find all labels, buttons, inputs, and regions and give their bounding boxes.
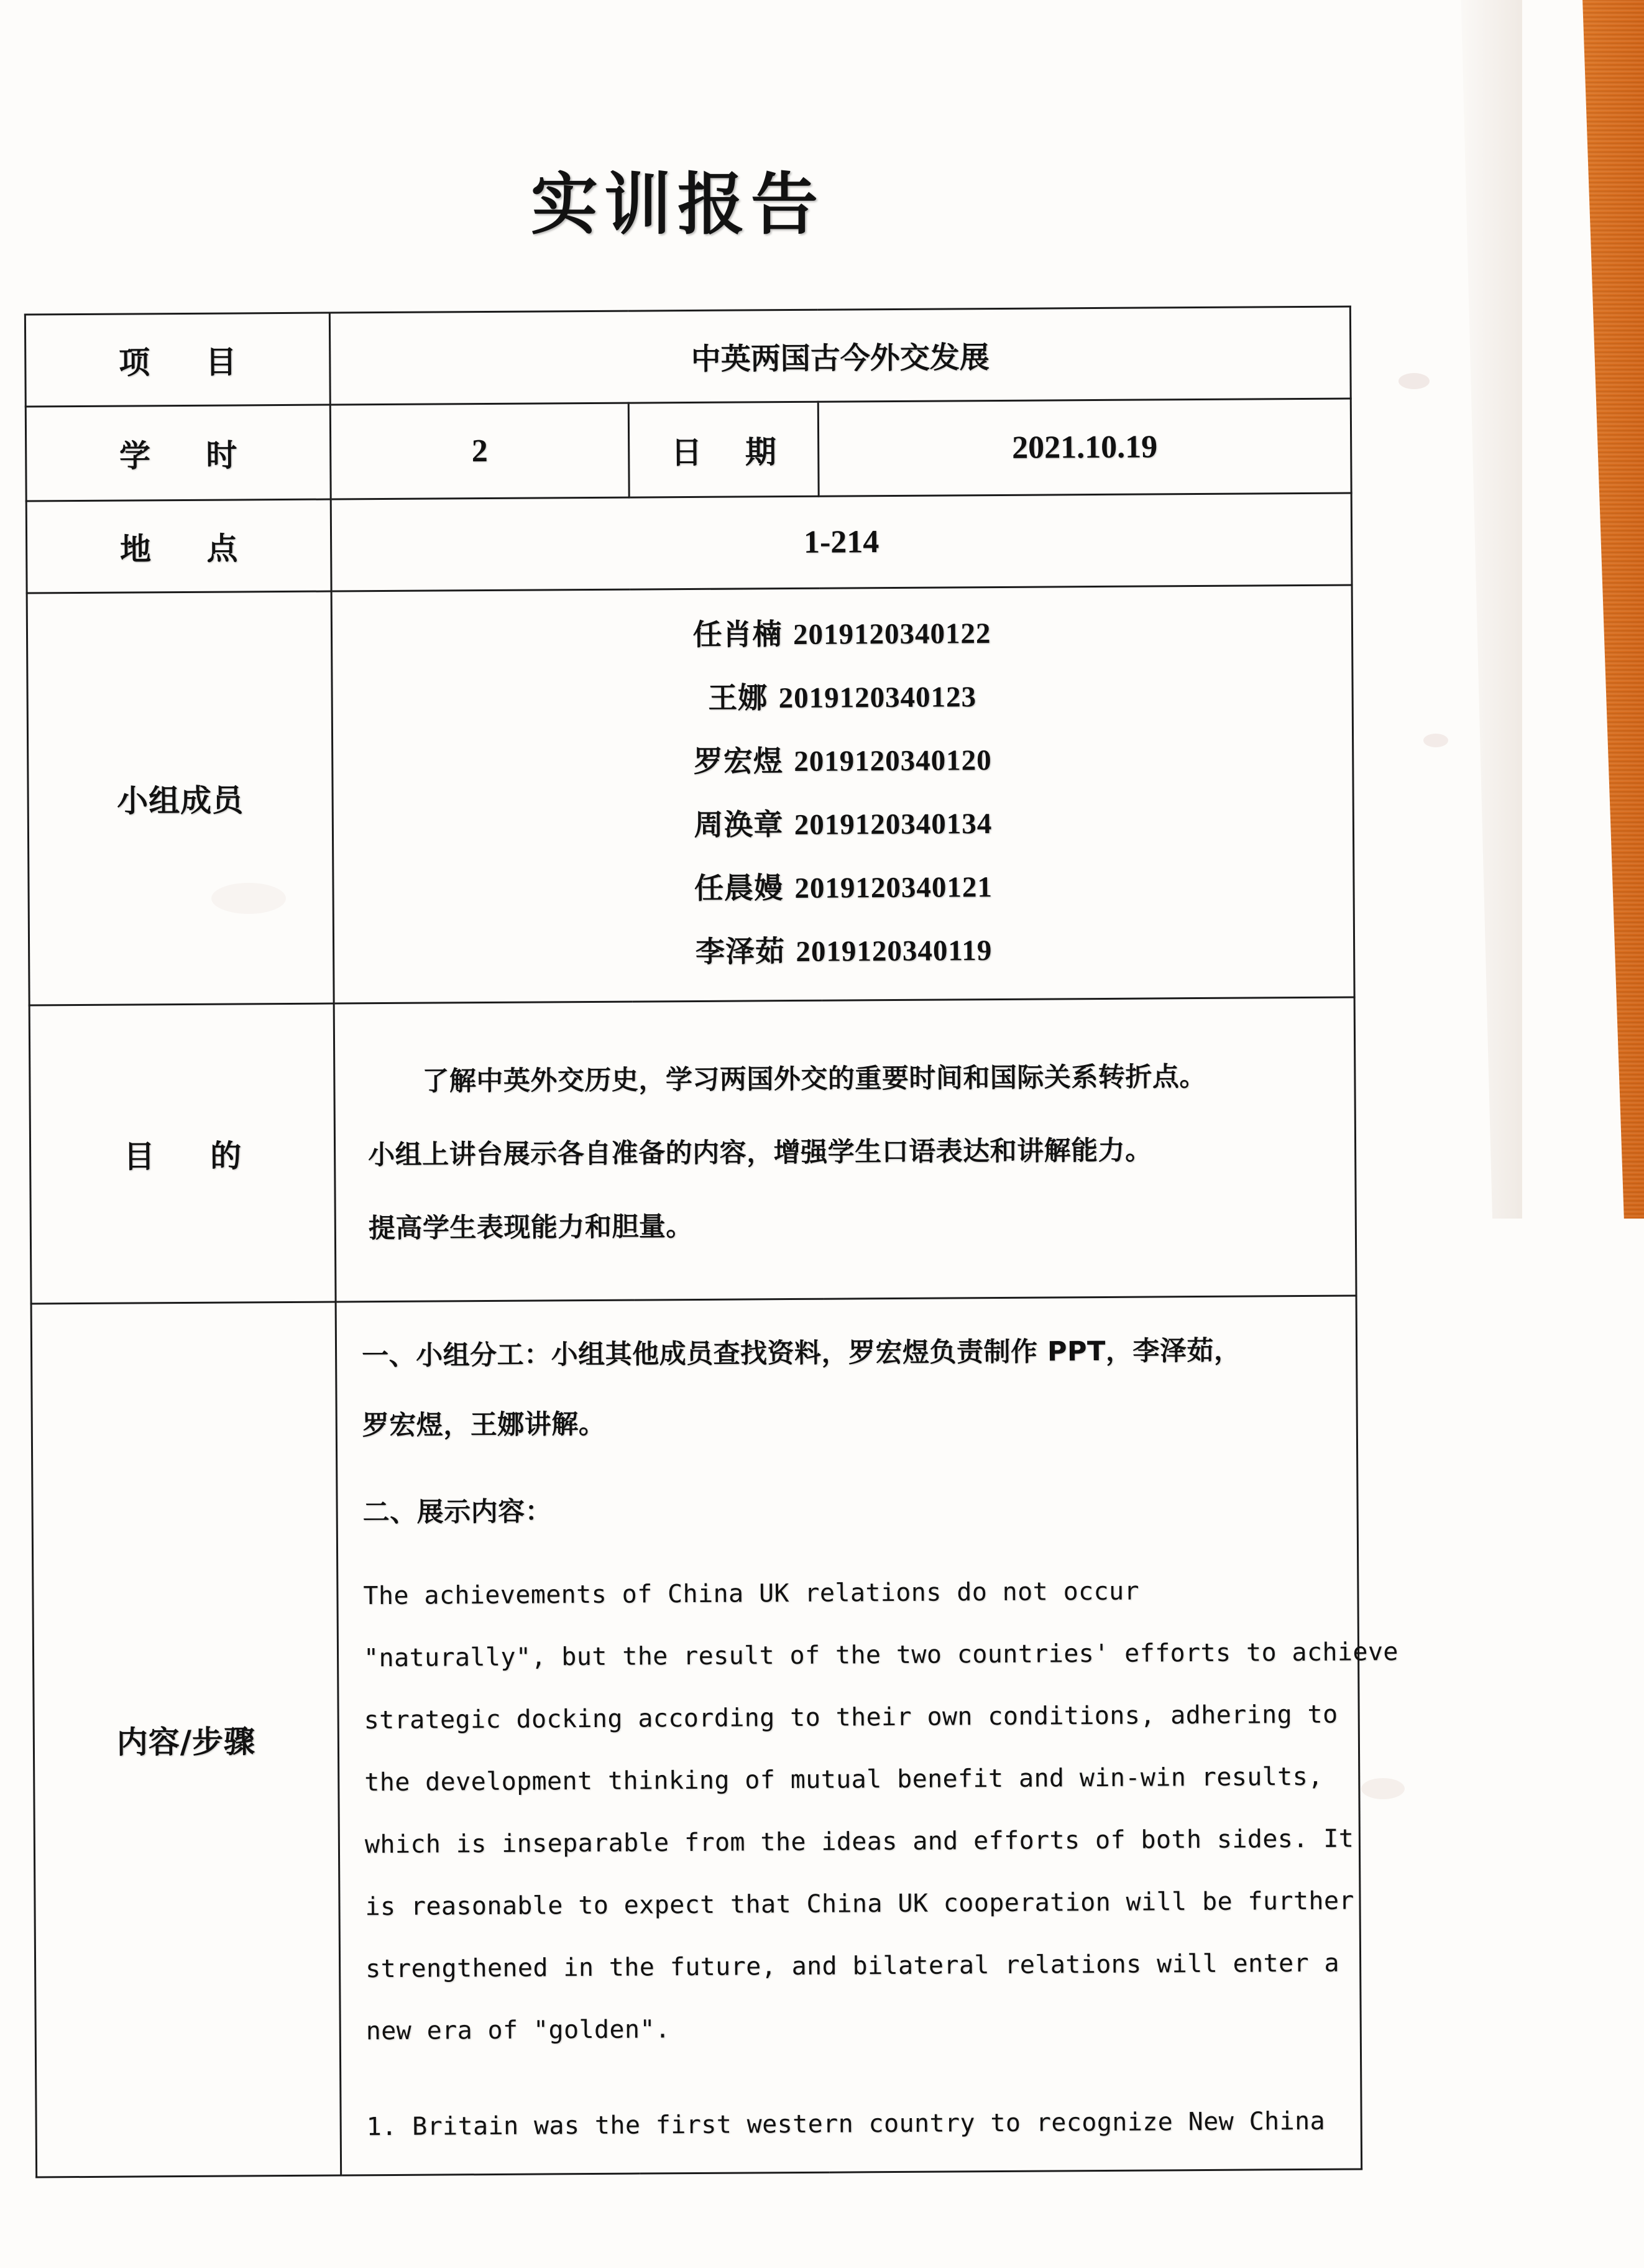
member-student-id: 2019120340120 xyxy=(794,744,992,778)
member-student-id: 2019120340134 xyxy=(794,808,993,841)
member-student-id: 2019120340121 xyxy=(794,871,993,905)
desk-edge-shadow xyxy=(1448,0,1522,1219)
english-line: new era of "golden". xyxy=(365,2015,671,2046)
list-item xyxy=(333,727,1352,796)
table-row-item xyxy=(25,307,1351,407)
content-cell xyxy=(336,1296,1398,2175)
content-section-one-line: 罗宏煜，王娜讲解。 xyxy=(362,1408,606,1442)
value-date: 2021.10.19 xyxy=(818,399,1351,496)
english-line: The achievements of China UK relations do not occur xyxy=(363,1577,1140,1611)
spacer xyxy=(366,2057,1334,2096)
members-cell xyxy=(331,585,1354,1003)
label-date: 日 期 xyxy=(628,402,819,497)
member-student-id: 2019120340123 xyxy=(778,681,977,715)
label-aim: 目 的 xyxy=(29,1003,336,1304)
label-place: 地 点 xyxy=(26,499,331,593)
member-name: 周涣章 xyxy=(694,808,784,842)
members-list xyxy=(333,586,1354,1003)
label-hours: 学 时 xyxy=(25,405,331,501)
table-row-members xyxy=(27,585,1354,1005)
list-item xyxy=(334,917,1354,987)
aim-line: 提高学生表现能力和胆量。 xyxy=(368,1210,693,1244)
member-name: 李泽茹 xyxy=(695,934,786,969)
member-name: 任肖楠 xyxy=(692,617,783,652)
table-row-content xyxy=(31,1296,1362,2177)
numbered-item-1: 1. Britain was the first western country to recognize New China xyxy=(366,2106,1326,2142)
aim-line: 小组上讲台展示各自准备的内容，增强学生口语表达和讲解能力。 xyxy=(367,1134,1152,1171)
table-row-aim xyxy=(29,997,1356,1304)
list-item xyxy=(333,663,1352,733)
aim-text-block xyxy=(335,1015,1356,1284)
table-row-hours-date xyxy=(25,399,1351,501)
label-item: 项 目 xyxy=(25,313,330,407)
list-item xyxy=(334,790,1353,860)
report-table xyxy=(24,306,1398,2178)
english-line: is reasonable to expect that China UK cooperation will be further xyxy=(365,1886,1354,1922)
english-line: strategic docking according to their own conditions, adhering to xyxy=(364,1700,1338,1735)
value-item: 中英两国古今外交发展 xyxy=(329,307,1351,405)
label-content: 内容/步骤 xyxy=(31,1302,341,2177)
content-section-one-line: 一、小组分工：小组其他成员查找资料，罗宏煜负责制作 PPT，李泽茹， xyxy=(361,1335,1241,1372)
label-members: 小组成员 xyxy=(27,591,334,1005)
content-text-block xyxy=(337,1296,1398,2174)
scan-blemish xyxy=(1361,1778,1405,1799)
list-item xyxy=(333,600,1352,670)
scan-blemish xyxy=(1398,373,1430,389)
member-name: 王娜 xyxy=(708,681,768,716)
english-line: strengthened in the future, and bilateral relations will enter a xyxy=(365,1948,1340,1984)
value-hours: 2 xyxy=(330,403,629,499)
value-place: 1-214 xyxy=(331,493,1352,591)
english-line: "naturally", but the result of the two countries' efforts to achieve xyxy=(363,1638,1398,1673)
member-name: 罗宏煜 xyxy=(693,744,784,779)
member-student-id: 2019120340119 xyxy=(796,934,993,968)
page-title: 实训报告 xyxy=(530,166,824,244)
aim-line: 了解中英外交历史，学习两国外交的重要时间和国际关系转折点。 xyxy=(422,1061,1207,1097)
aim-cell xyxy=(334,997,1356,1302)
english-line: which is inseparable from the ideas and efforts of both sides. It xyxy=(364,1824,1354,1860)
list-item xyxy=(334,854,1353,923)
table-row-place xyxy=(26,493,1352,593)
member-student-id: 2019120340122 xyxy=(792,617,991,652)
english-line: the development thinking of mutual benefit and win-win results, xyxy=(364,1762,1323,1797)
content-section-two-heading: 二、展示内容： xyxy=(362,1496,553,1529)
scan-blemish xyxy=(1423,734,1448,747)
wooden-desk-edge xyxy=(1501,0,1644,1219)
member-name: 任晨嫚 xyxy=(694,871,784,906)
